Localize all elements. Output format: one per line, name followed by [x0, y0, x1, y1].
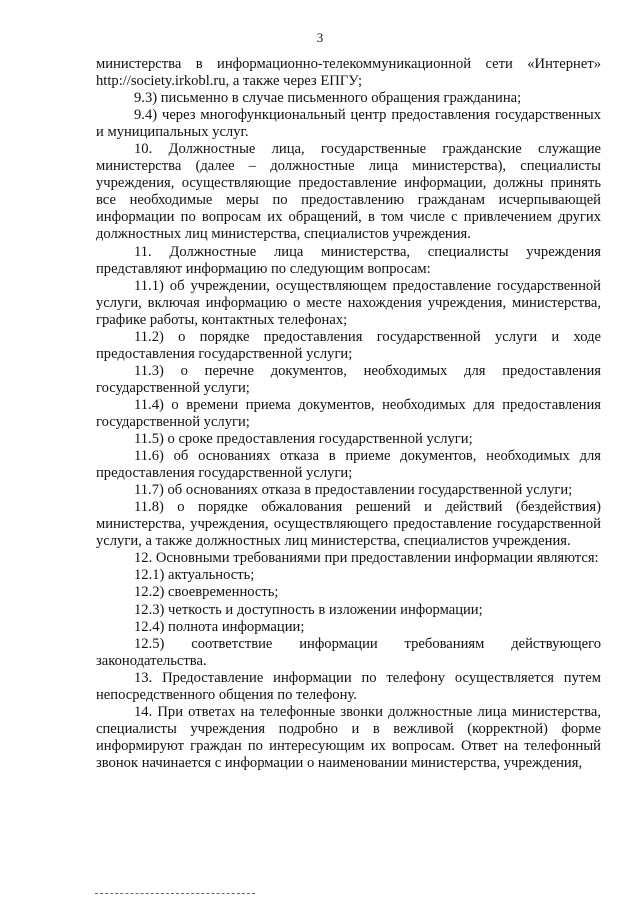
- paragraph: 12.1) актуальность;: [134, 567, 255, 584]
- page-number: 3: [316, 30, 324, 45]
- paragraph: 14. При ответах на телефонные звонки должностные лица министерства, специалисты учреждения подробно и в вежливой (корректной) форме информируют граждан по интересующим их вопросам. Ответ на телефонный звонок начинается с информации о наименовании министерства, учреждения,: [96, 703, 601, 771]
- paragraph: 13. Предоставление информации по телефону осуществляется путем непосредственного общения по телефону.: [96, 669, 601, 703]
- paragraph: 11.4) о времени приема документов, необходимых для предоставления государственной услуги;: [96, 396, 601, 430]
- paragraph: 11.7) об основаниях отказа в предоставлении государственной услуги;: [134, 482, 573, 499]
- paragraph: 11. Должностные лица министерства, специалисты учреждения представляют информацию по следующим вопросам:: [96, 243, 601, 277]
- paragraph: 12.3) четкость и доступность в изложении информации;: [134, 601, 483, 618]
- paragraph: 9.3) письменно в случае письменного обращения гражданина;: [134, 90, 522, 107]
- paragraph: 9.4) через многофункциональный центр предоставления государственных и муниципальных услуг.: [96, 107, 601, 141]
- document-body: [96, 56, 601, 772]
- paragraph: министерства в информационно-телекоммуникационной сети «Интернет» http://society.irkobl.ru, а также через ЕПГУ;: [96, 56, 601, 90]
- footer-rule: [95, 893, 255, 894]
- paragraph: 11.3) о перечне документов, необходимых для предоставления государственной услуги;: [96, 362, 601, 396]
- paragraph: 12.4) полнота информации;: [134, 618, 305, 635]
- paragraph: 12.2) своевременность;: [134, 584, 279, 601]
- paragraph: 11.2) о порядке предоставления государственной услуги и ходе предоставления государственной услуги;: [96, 328, 601, 362]
- paragraph: 10. Должностные лица, государственные гражданские служащие министерства (далее – должностные лица министерства), специалисты учреждения, осуществляющие предоставление информации, должны принять все необходимые меры по предоставлению гражданам исчерпывающей информации по вопросам их обращений, в том числе с привлечением других должностных лиц министерства, специалистов учреждения.: [96, 141, 601, 243]
- paragraph: 11.5) о сроке предоставления государственной услуги;: [134, 431, 473, 448]
- paragraph: 11.8) о порядке обжалования решений и действий (бездействия) министерства, учреждения, осуществляющего предоставление государственной услуги, а также должностных лиц министерства, специалистов учреждения.: [96, 499, 601, 550]
- paragraph: 11.6) об основаниях отказа в приеме документов, необходимых для предоставления государственной услуги;: [96, 448, 601, 482]
- paragraph: 12.5) соответствие информации требованиям действующего законодательства.: [96, 635, 601, 669]
- paragraph: 11.1) об учреждении, осуществляющем предоставление государственной услуги, включая информацию о месте нахождения учреждения, министерства, графике работы, контактных телефонах;: [96, 277, 601, 328]
- paragraph: 12. Основными требованиями при предоставлении информации являются:: [134, 550, 599, 567]
